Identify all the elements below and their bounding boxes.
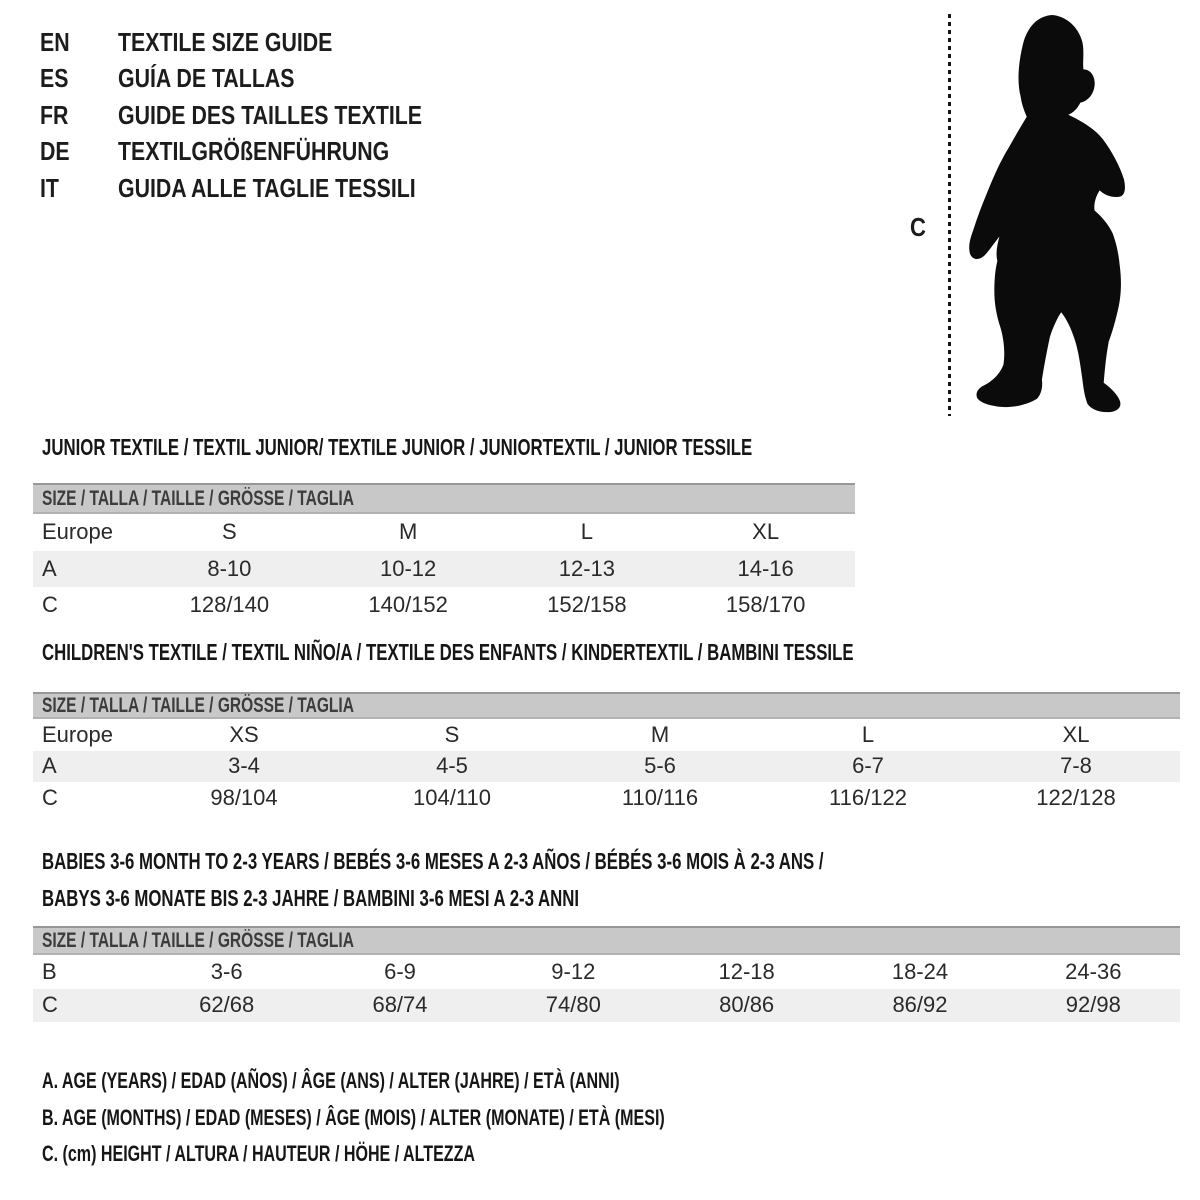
- language-label: GUIDA ALLE TAGLIE TESSILI: [118, 172, 416, 203]
- table-header-label: SIZE / TALLA / TAILLE / GRÖSSE / TAGLIA: [42, 486, 354, 510]
- language-list: [40, 24, 489, 207]
- size-cell: 104/110: [413, 784, 491, 810]
- table-row: [33, 587, 855, 624]
- table-row: [33, 719, 1180, 751]
- language-row: [40, 97, 489, 134]
- table-row: [33, 782, 1180, 814]
- size-cell: 92/98: [1065, 992, 1121, 1018]
- row-label: A: [42, 555, 57, 581]
- size-cell: 86/92: [892, 992, 948, 1018]
- language-code: FR: [40, 99, 69, 130]
- size-cell: XL: [1062, 721, 1090, 747]
- baby-silhouette-icon: [967, 13, 1129, 416]
- row-label: Europe: [42, 721, 113, 747]
- language-code: DE: [40, 136, 70, 167]
- size-cell: L: [861, 721, 875, 747]
- table-row: [33, 514, 855, 551]
- size-cell: 80/86: [719, 992, 775, 1018]
- size-cell: 3-4: [228, 753, 260, 779]
- size-cell: 98/104: [210, 784, 278, 810]
- language-label: TEXTILE SIZE GUIDE: [118, 26, 333, 57]
- size-cell: L: [580, 519, 593, 545]
- size-cell: 18-24: [891, 958, 949, 984]
- section-title-babies: [42, 843, 824, 916]
- size-cell: S: [222, 519, 237, 545]
- height-measure-line: [948, 14, 951, 416]
- table-row: [33, 751, 1180, 783]
- size-cell: 158/170: [725, 592, 806, 618]
- size-cell: 62/68: [199, 992, 255, 1018]
- table-header-bar: [33, 483, 855, 514]
- row-label: C: [42, 592, 58, 618]
- size-cell: 5-6: [644, 753, 676, 779]
- size-cell: 116/122: [829, 784, 907, 810]
- section-title-line: BABYS 3-6 MONATE BIS 2-3 JAHRE / BAMBINI 3-6 MESI A 2-3 ANNI: [42, 884, 580, 911]
- size-cell: 12-18: [718, 958, 775, 984]
- row-label: A: [42, 753, 57, 779]
- language-row: [40, 61, 489, 98]
- legend-line-age-months: B. AGE (MONTHS) / EDAD (MESES) / ÂGE (MOIS) / ALTER (MONATE) / ETÀ (MESI): [42, 1104, 665, 1130]
- language-row: [40, 24, 489, 61]
- size-cell: 152/158: [547, 592, 627, 618]
- size-cell: 6-9: [384, 958, 416, 984]
- size-table-children: [33, 692, 1180, 814]
- size-cell: 7-8: [1060, 753, 1092, 779]
- legend-line-age-years: A. AGE (YEARS) / EDAD (AÑOS) / ÂGE (ANS) / ALTER (JAHRE) / ETÀ (ANNI): [42, 1068, 620, 1093]
- section-title-line: BABIES 3-6 MONTH TO 2-3 YEARS / BEBÉS 3-6 MESES A 2-3 AÑOS / BÉBÉS 3-6 MOIS À 2-3 ANS /: [42, 848, 824, 874]
- size-cell: 128/140: [189, 592, 270, 618]
- language-code: EN: [40, 26, 70, 57]
- size-cell: 10-12: [379, 555, 437, 581]
- size-cell: 140/152: [368, 592, 448, 618]
- language-label: GUIDE DES TAILLES TEXTILE: [118, 99, 423, 130]
- section-title-junior: JUNIOR TEXTILE / TEXTIL JUNIOR/ TEXTILE JUNIOR / JUNIORTEXTIL / JUNIOR TESSILE: [42, 434, 753, 460]
- table-row: [33, 955, 1180, 989]
- language-label: GUÍA DE TALLAS: [118, 63, 295, 94]
- row-label: B: [42, 958, 57, 984]
- legend-line-height: C. (cm) HEIGHT / ALTURA / HAUTEUR / HÖHE / ALTEZZA: [42, 1141, 476, 1166]
- size-cell: 14-16: [737, 555, 794, 581]
- table-row: [33, 989, 1180, 1023]
- table-header-label: SIZE / TALLA / TAILLE / GRÖSSE / TAGLIA: [42, 693, 354, 717]
- section-title-children: CHILDREN'S TEXTILE / TEXTIL NIÑO/A / TEXTILE DES ENFANTS / KINDERTEXTIL / BAMBINI TESSILE: [42, 639, 854, 665]
- size-table-junior: [33, 483, 855, 624]
- language-code: IT: [40, 172, 59, 203]
- size-cell: 4-5: [436, 753, 468, 779]
- size-cell: M: [398, 519, 418, 545]
- size-cell: 68/74: [372, 992, 428, 1018]
- size-cell: 74/80: [545, 992, 601, 1018]
- size-cell: S: [444, 721, 460, 747]
- language-row: [40, 170, 489, 207]
- size-cell: 9-12: [551, 958, 596, 984]
- row-label: C: [42, 784, 58, 810]
- size-table-babies: [33, 926, 1180, 1022]
- row-label: Europe: [42, 519, 113, 545]
- size-cell: 12-13: [558, 555, 616, 581]
- table-header-label: SIZE / TALLA / TAILLE / GRÖSSE / TAGLIA: [42, 928, 354, 952]
- language-row: [40, 134, 489, 171]
- size-cell: 8-10: [207, 555, 252, 581]
- height-reference-label: C: [910, 212, 926, 242]
- table-header-bar: [33, 692, 1180, 719]
- size-cell: 110/116: [621, 784, 699, 810]
- size-cell: XS: [229, 721, 259, 747]
- row-label: C: [42, 992, 58, 1018]
- size-cell: M: [650, 721, 670, 747]
- size-cell: 122/128: [1036, 784, 1116, 810]
- language-code: ES: [40, 63, 69, 94]
- size-cell: 6-7: [852, 753, 884, 779]
- size-cell: 24-36: [1065, 958, 1122, 984]
- language-label: TEXTILGRÖßENFÜHRUNG: [118, 136, 390, 167]
- size-cell: XL: [752, 519, 780, 545]
- table-row: [33, 551, 855, 588]
- size-cell: 3-6: [210, 958, 243, 984]
- legend: [42, 1063, 895, 1173]
- table-header-bar: [33, 926, 1180, 955]
